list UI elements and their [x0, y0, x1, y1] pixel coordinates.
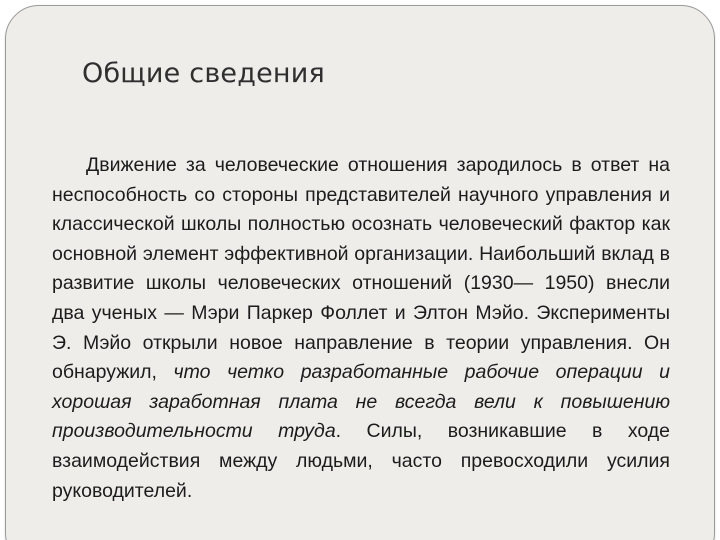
paragraph-text-after: . Силы, возникавшие в ходе взаимодействия между людьми, часто превосходили усилия руководителей. — [52, 420, 670, 502]
slide-title: Общие сведения — [82, 58, 325, 89]
body-paragraph — [52, 151, 670, 506]
paragraph-text-italic: что четко разработанные рабочие операции и хорошая заработная плата не всегда вели к повышению производительности труда — [52, 361, 670, 443]
paragraph-text-before: Движение за человеческие отношения зародилось в ответ на неспособность со стороны представителей научного управления и классической школы полностью осознать человеческий фактор как основной элемент эффективной организации. Наибольший вклад в развитие школы человеческих отношений (1930— 1950) внесли два ученых — Мэри Паркер Фоллет и Элтон Мэйо. Эксперименты Э. Мэйо открыли новое направление в теории управления. Он обнаружил, — [52, 154, 670, 384]
